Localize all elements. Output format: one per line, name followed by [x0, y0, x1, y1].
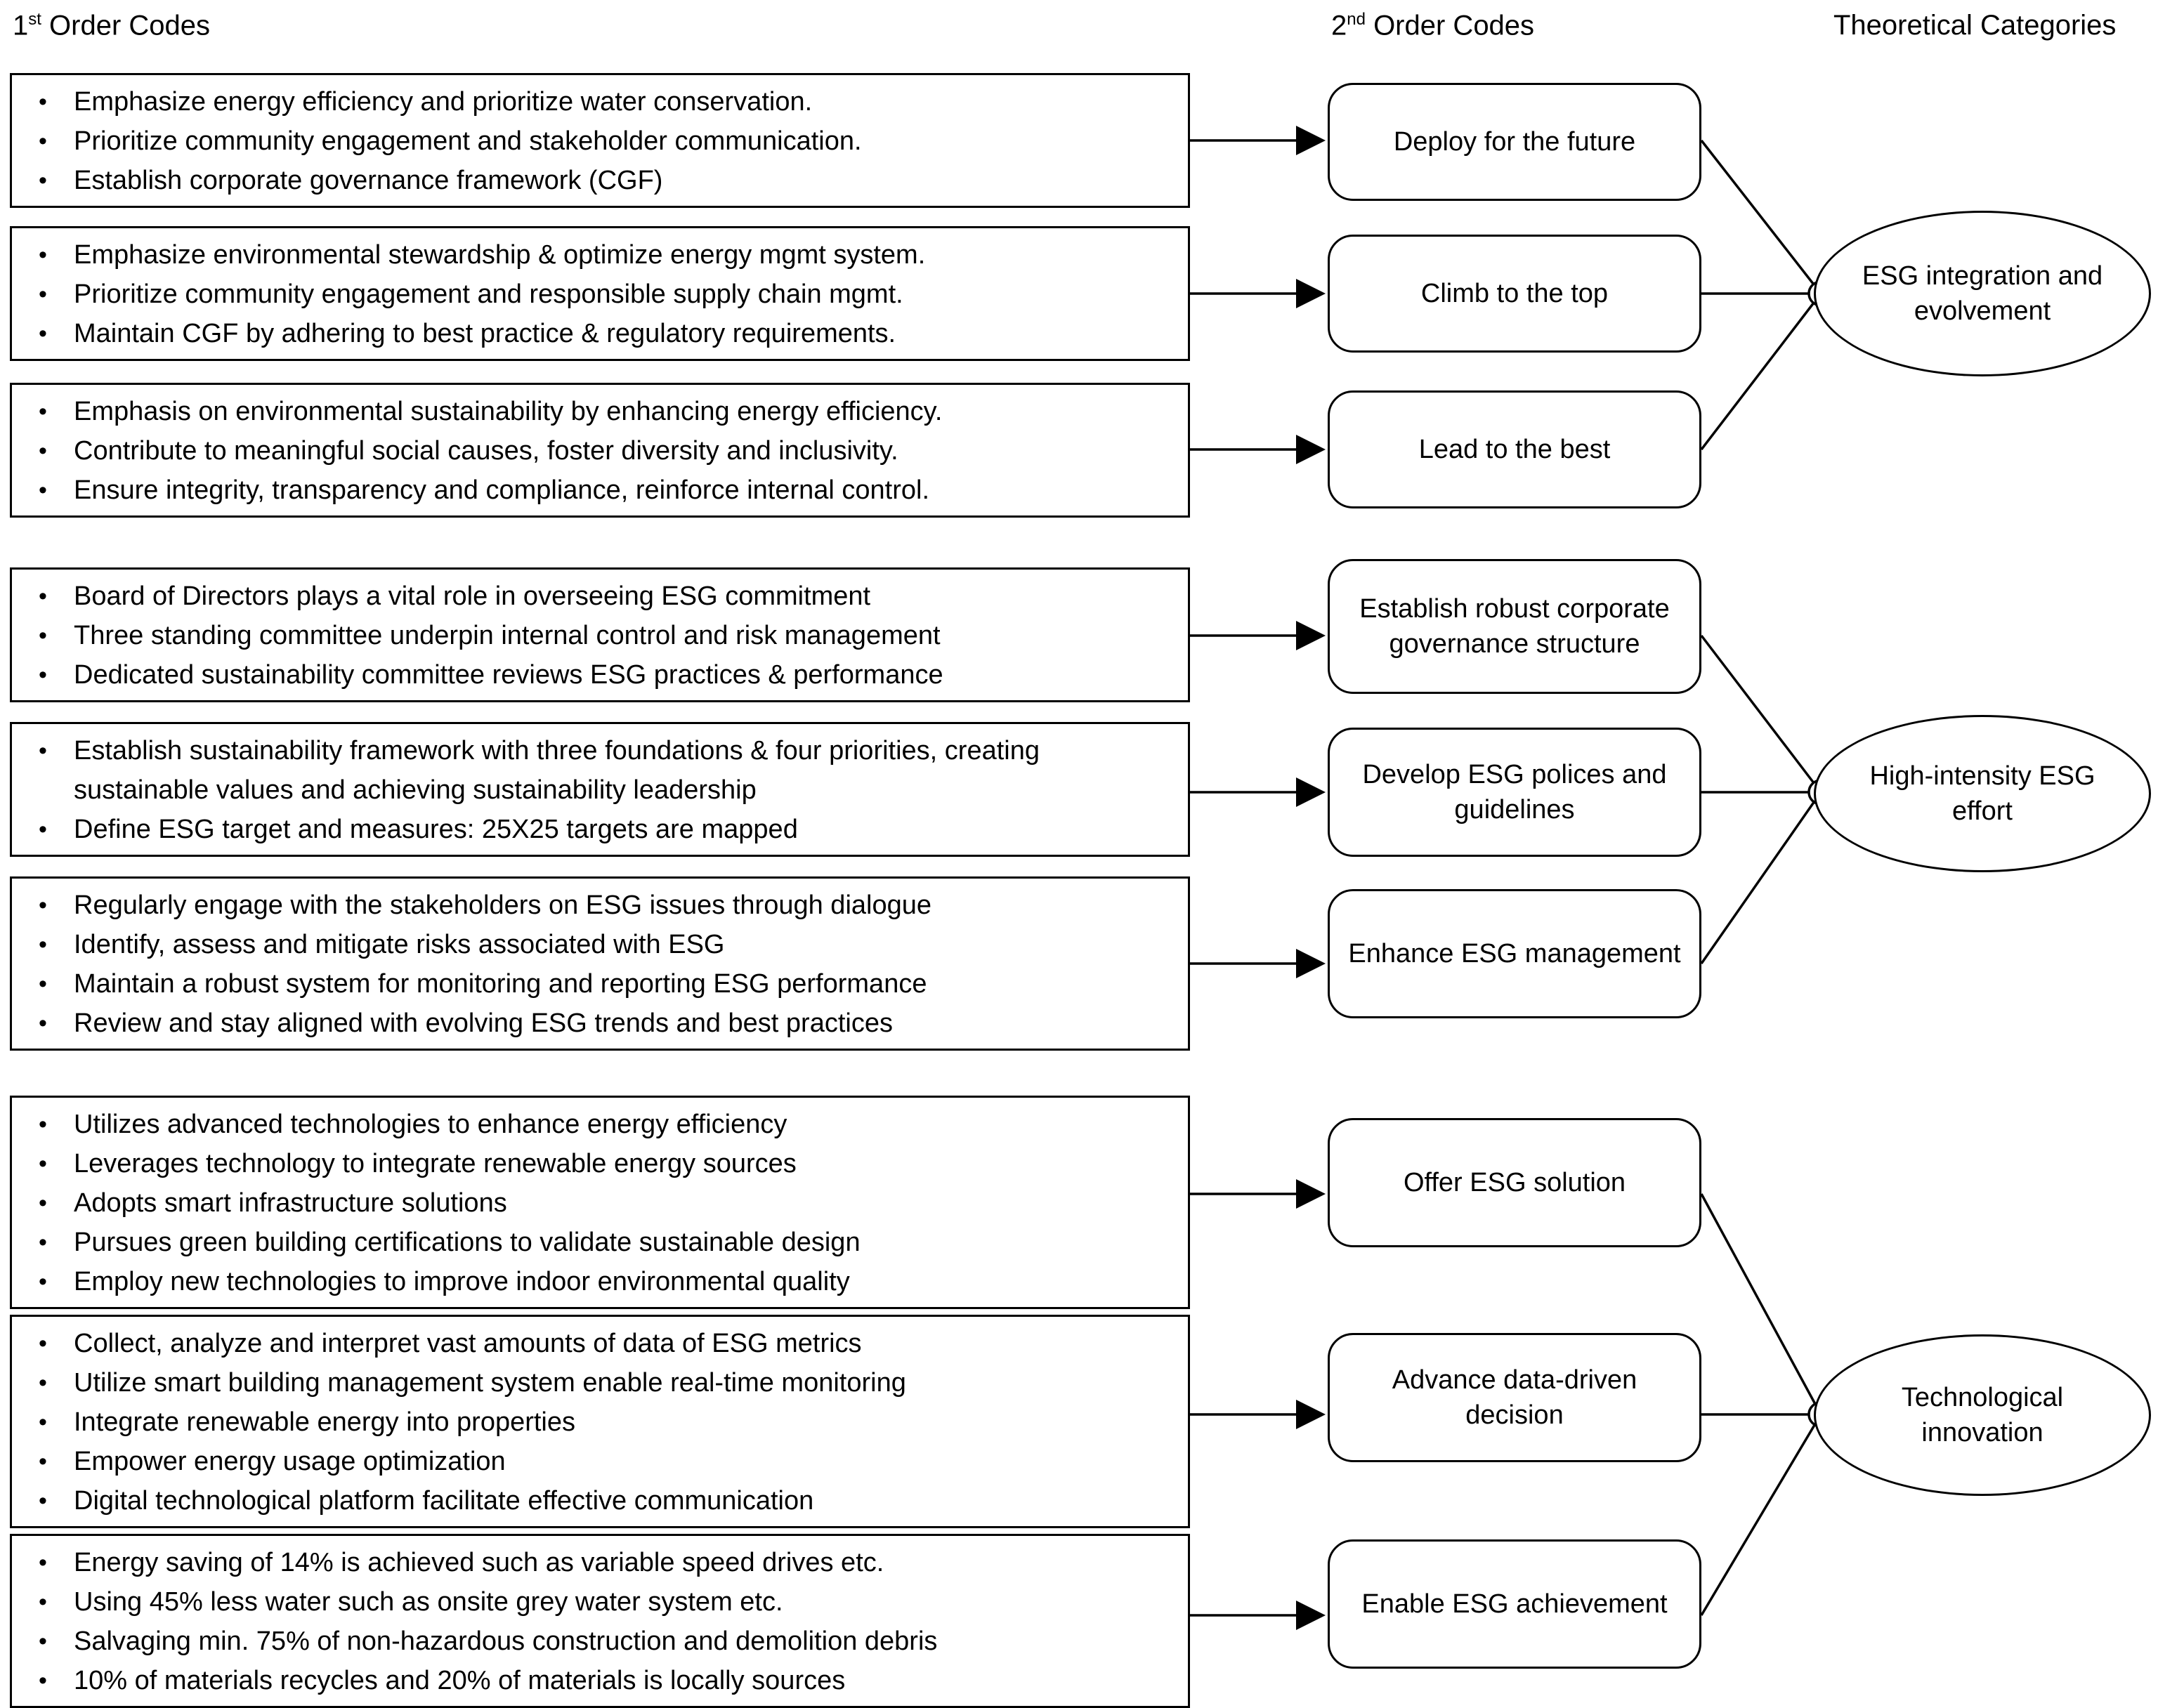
- first-order-box-5: [10, 722, 1190, 857]
- list-item: • Identify, assess and mitigate risks associated with ESG: [22, 925, 1178, 964]
- first-order-box-4: [10, 567, 1190, 702]
- second-order-box-advance-data-driven-decision: Advance data-driven decision: [1328, 1333, 1701, 1462]
- list-item: • Three standing committee underpin internal control and risk management: [22, 616, 1178, 655]
- list-item: • Define ESG target and measures: 25X25 targets are mapped: [22, 810, 1178, 849]
- theoretical-category-high-intensity-esg-effort: High-intensity ESG effort: [1814, 715, 2151, 872]
- header-second-rest: Order Codes: [1365, 10, 1535, 41]
- second-order-box-climb-to-the-top: Climb to the top: [1328, 235, 1701, 353]
- list-item: • Emphasis on environmental sustainability by enhancing energy efficiency.: [22, 392, 1178, 431]
- header-second-sup: nd: [1347, 10, 1366, 29]
- first-order-box-9: [10, 1534, 1190, 1708]
- list-item: • 10% of materials recycles and 20% of materials is locally sources: [22, 1661, 1178, 1700]
- list-item: • Establish sustainability framework with three foundations & four priorities, creating sustainable values and achieving sustainability leadership: [22, 731, 1178, 810]
- list-item: • Digital technological platform facilitate effective communication: [22, 1481, 1178, 1520]
- list-item: • Prioritize community engagement and stakeholder communication.: [22, 121, 1178, 161]
- list-item: • Utilizes advanced technologies to enhance energy efficiency: [22, 1105, 1178, 1144]
- theoretical-category-esg-integration-and-evolvement: ESG integration and evolvement: [1814, 211, 2151, 376]
- list-item: • Adopts smart infrastructure solutions: [22, 1183, 1178, 1223]
- first-order-box-8: [10, 1315, 1190, 1528]
- list-item: • Maintain a robust system for monitoring and reporting ESG performance: [22, 964, 1178, 1004]
- second-order-box-enhance-esg-management: Enhance ESG management: [1328, 889, 1701, 1018]
- header-second-prefix: 2: [1331, 10, 1347, 41]
- column-header-second-order: [1331, 11, 1534, 39]
- list-item: • Utilize smart building management system enable real-time monitoring: [22, 1363, 1178, 1402]
- list-item: • Leverages technology to integrate renewable energy sources: [22, 1144, 1178, 1183]
- second-order-box-lead-to-the-best: Lead to the best: [1328, 390, 1701, 508]
- list-item: • Emphasize environmental stewardship & optimize energy mgmt system.: [22, 235, 1178, 275]
- column-header-theoretical-categories: Theoretical Categories: [1833, 10, 2117, 41]
- list-item: • Energy saving of 14% is achieved such as variable speed drives etc.: [22, 1543, 1178, 1582]
- list-item: • Using 45% less water such as onsite grey water system etc.: [22, 1582, 1178, 1622]
- list-item: • Regularly engage with the stakeholders on ESG issues through dialogue: [22, 886, 1178, 925]
- list-item: • Dedicated sustainability committee reviews ESG practices & performance: [22, 655, 1178, 695]
- list-item: • Prioritize community engagement and responsible supply chain mgmt.: [22, 275, 1178, 314]
- first-order-box-2: [10, 226, 1190, 361]
- list-item: • Ensure integrity, transparency and compliance, reinforce internal control.: [22, 471, 1178, 510]
- header-first-sup: st: [28, 10, 41, 29]
- list-item: • Integrate renewable energy into properties: [22, 1402, 1178, 1442]
- theoretical-category-technological-innovation: Technological innovation: [1814, 1334, 2151, 1496]
- list-item: • Salvaging min. 75% of non-hazardous construction and demolition debris: [22, 1622, 1178, 1661]
- list-item: • Collect, analyze and interpret vast amounts of data of ESG metrics: [22, 1324, 1178, 1363]
- column-header-first-order: [13, 11, 210, 39]
- second-order-box-develop-esg-polices-and-guidelines: Develop ESG polices and guidelines: [1328, 728, 1701, 857]
- first-order-box-1: [10, 73, 1190, 208]
- second-order-box-establish-robust-corporate-governance-structure: Establish robust corporate governance structure: [1328, 559, 1701, 694]
- list-item: • Employ new technologies to improve indoor environmental quality: [22, 1262, 1178, 1301]
- list-item: • Establish corporate governance framework (CGF): [22, 161, 1178, 200]
- list-item: • Maintain CGF by adhering to best practice & regulatory requirements.: [22, 314, 1178, 353]
- second-order-box-enable-esg-achievement: Enable ESG achievement: [1328, 1539, 1701, 1669]
- second-order-box-offer-esg-solution: Offer ESG solution: [1328, 1118, 1701, 1247]
- list-item: • Review and stay aligned with evolving ESG trends and best practices: [22, 1004, 1178, 1043]
- second-order-box-deploy-for-the-future: Deploy for the future: [1328, 83, 1701, 201]
- header-first-rest: Order Codes: [41, 10, 211, 41]
- first-order-box-3: [10, 383, 1190, 518]
- first-order-box-6: [10, 876, 1190, 1051]
- list-item: • Contribute to meaningful social causes, foster diversity and inclusivity.: [22, 431, 1178, 471]
- list-item: • Empower energy usage optimization: [22, 1442, 1178, 1481]
- list-item: • Pursues green building certifications to validate sustainable design: [22, 1223, 1178, 1262]
- header-first-prefix: 1: [13, 10, 29, 41]
- list-item: • Emphasize energy efficiency and prioritize water conservation.: [22, 82, 1178, 121]
- first-order-box-7: [10, 1096, 1190, 1309]
- list-item: • Board of Directors plays a vital role in overseeing ESG commitment: [22, 577, 1178, 616]
